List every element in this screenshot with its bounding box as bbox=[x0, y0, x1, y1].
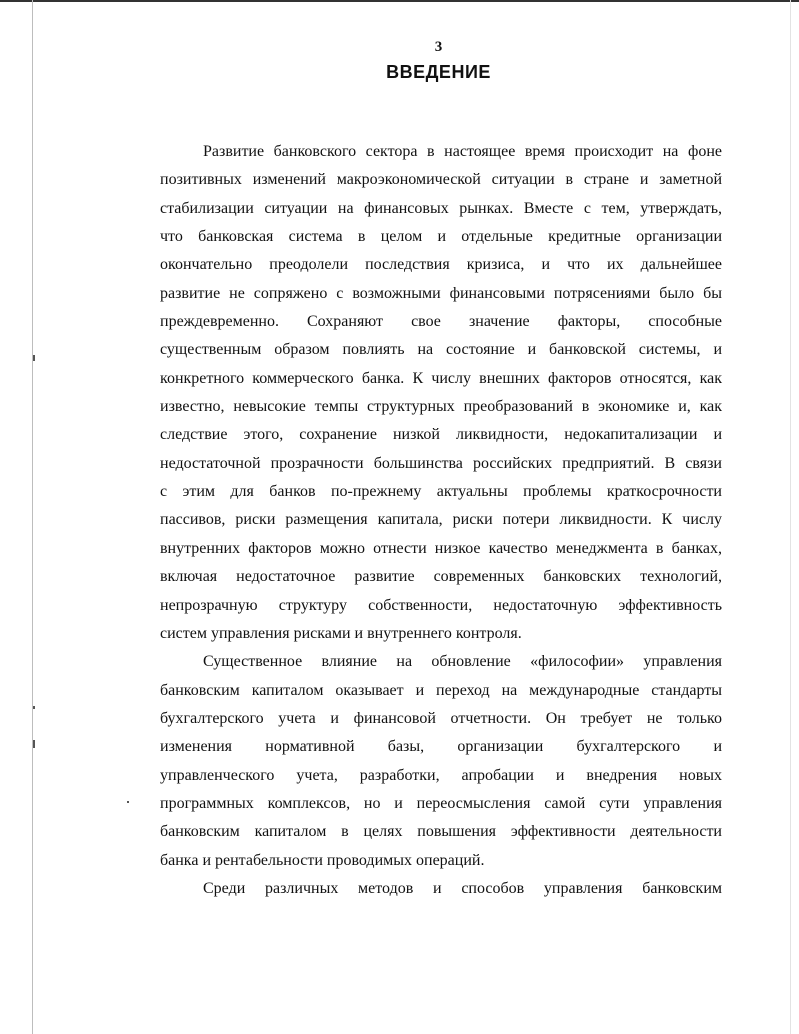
scan-speck bbox=[33, 355, 35, 361]
text-line: преждевременно. Сохраняют свое значение факторы, способные bbox=[160, 313, 722, 331]
text-line: конкретного коммерческого банка. К числу внешних факторов относятся, как bbox=[160, 369, 722, 387]
text-line: бухгалтерского учета и финансовой отчетности. Он требует не только bbox=[160, 709, 722, 727]
text-line: позитивных изменений макроэкономической ситуации в стране и заметной bbox=[160, 171, 722, 189]
text-line: непрозрачную структуру собственности, недостаточную эффективность bbox=[160, 596, 722, 614]
page-title: ВВЕДЕНИЕ bbox=[386, 62, 491, 82]
paragraph bbox=[160, 875, 722, 903]
paragraph bbox=[160, 138, 722, 648]
text-line: Среди различных методов и способов управления банковским bbox=[203, 879, 722, 897]
text-line: окончательно преодолели последствия кризиса, и что их дальнейшее bbox=[160, 256, 722, 274]
scan-right-edge bbox=[790, 0, 791, 1034]
text-line: банка и рентабельности проводимых операций. bbox=[160, 851, 485, 869]
paragraph bbox=[160, 648, 722, 875]
text-line: что банковская система в целом и отдельные кредитные организации bbox=[160, 228, 722, 246]
text-line: Развитие банковского сектора в настоящее время происходит на фоне bbox=[203, 143, 722, 160]
page-number: 3 bbox=[434, 39, 443, 55]
text-line: банковским капиталом оказывает и переход на международные стандарты bbox=[160, 681, 722, 699]
scan-left-edge bbox=[32, 0, 33, 1034]
text-line: внутренних факторов можно отнести низкое качество менеджмента в банках, bbox=[160, 539, 722, 557]
scan-speck bbox=[127, 801, 129, 803]
text-line: банковским капиталом в целях повышения эффективности деятельности bbox=[160, 823, 722, 841]
text-line: с этим для банков по-прежнему актуальны проблемы краткосрочности bbox=[160, 483, 722, 501]
text-line: пассивов, риски размещения капитала, риски потери ликвидности. К числу bbox=[160, 511, 722, 529]
text-line: изменения нормативной базы, организации бухгалтерского и bbox=[160, 738, 722, 756]
text-line: следствие этого, сохранение низкой ликвидности, недокапитализации и bbox=[160, 426, 722, 444]
text-line: программных комплексов, но и переосмысления самой сути управления bbox=[160, 794, 722, 812]
scan-speck bbox=[33, 706, 35, 709]
text-line: стабилизации ситуации на финансовых рынках. Вместе с тем, утверждать, bbox=[160, 199, 722, 217]
text-line: развитие не сопряжено с возможными финансовыми потрясениями было бы bbox=[160, 284, 722, 302]
text-line: недостаточной прозрачности большинства российских предприятий. В связи bbox=[160, 454, 722, 472]
text-line: управленческого учета, разработки, апробации и внедрения новых bbox=[160, 766, 722, 784]
scan-speck bbox=[33, 740, 35, 748]
document-body bbox=[160, 138, 722, 903]
text-line: известно, невысокие темпы структурных преобразований в экономике и, как bbox=[160, 398, 722, 416]
text-line: систем управления рисками и внутреннего контроля. bbox=[160, 624, 522, 642]
text-line: включая недостаточное развитие современных банковских технологий, bbox=[160, 568, 722, 586]
text-line: существенным образом повлиять на состояние и банковской системы, и bbox=[160, 341, 722, 359]
scan-top-border bbox=[0, 0, 799, 2]
text-line: Существенное влияние на обновление «философии» управления bbox=[203, 653, 722, 671]
